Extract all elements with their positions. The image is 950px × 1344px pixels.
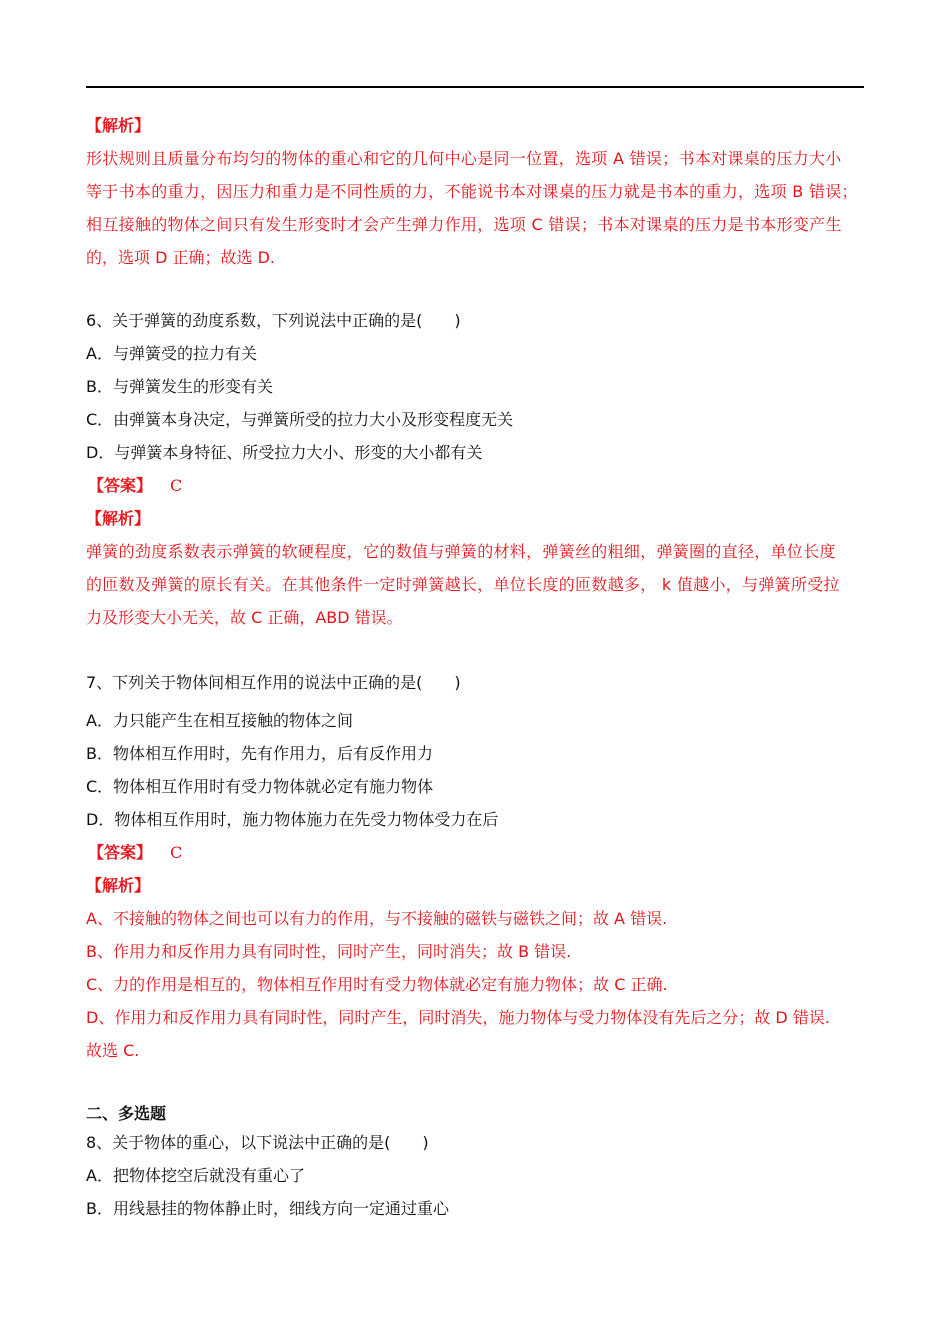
q7-option-c: C．物体相互作用时有受力物体就必定有施力物体 <box>86 777 434 796</box>
q7-answer-value: C <box>170 843 183 862</box>
q5-analysis-line: 等于书本的重力，因压力和重力是不同性质的力，不能说书本对课桌的压力就是书本的重力，选项 B 错误； <box>86 182 858 201</box>
q7-question: 7、下列关于物体间相互作用的说法中正确的是( ) <box>86 673 461 692</box>
header-rule <box>86 86 864 88</box>
q6-answer-label: 【答案】 <box>88 476 153 495</box>
q6-option-c: C．由弹簧本身决定，与弹簧所受的拉力大小及形变程度无关 <box>86 410 514 429</box>
section-title: 二、多选题 <box>86 1104 167 1123</box>
q6-analysis-line: 弹簧的劲度系数表示弹簧的软硬程度，它的数值与弹簧的材料，弹簧丝的粗细，弹簧圈的直径，单位长度 <box>86 542 836 561</box>
q7-answer-label: 【答案】 <box>88 843 153 862</box>
q6-option-a: A．与弹簧受的拉力有关 <box>86 344 257 363</box>
q7-option-a: A．力只能产生在相互接触的物体之间 <box>86 711 353 730</box>
q5-analysis-line: 相互接触的物体之间只有发生形变时才会产生弹力作用，选项 C 错误；书本对课桌的压力是书本形变产生 <box>86 215 842 234</box>
q7-analysis-line: D、作用力和反作用力具有同时性，同时产生，同时消失，施力物体与受力物体没有先后之分；故 D 错误. <box>86 1008 830 1027</box>
q7-analysis-label: 【解析】 <box>86 876 151 895</box>
q6-option-d: D．与弹簧本身特征、所受拉力大小、形变的大小都有关 <box>86 443 483 462</box>
q7-answer <box>88 843 182 863</box>
q7-option-b: B．物体相互作用时，先有作用力，后有反作用力 <box>86 744 433 763</box>
q8-option-a: A．把物体挖空后就没有重心了 <box>86 1166 305 1185</box>
q7-analysis-line: 故选 C. <box>86 1041 140 1060</box>
q7-analysis-line: A、不接触的物体之间也可以有力的作用，与不接触的磁铁与磁铁之间；故 A 错误. <box>86 909 668 928</box>
q5-analysis-line: 的，选项 D 正确；故选 D. <box>86 248 275 267</box>
q6-analysis-line: 的匝数及弹簧的原长有关。在其他条件一定时弹簧越长，单位长度的匝数越多， k 值越小，与弹簧所受拉 <box>86 575 840 594</box>
q7-analysis-line: B、作用力和反作用力具有同时性，同时产生，同时消失；故 B 错误. <box>86 942 572 961</box>
q5-analysis-label: 【解析】 <box>86 116 151 135</box>
q8-question: 8、关于物体的重心，以下说法中正确的是( ) <box>86 1133 429 1152</box>
q6-question: 6、关于弹簧的劲度系数，下列说法中正确的是( ) <box>86 311 461 330</box>
q7-option-d: D．物体相互作用时，施力物体施力在先受力物体受力在后 <box>86 810 499 829</box>
q6-option-b: B．与弹簧发生的形变有关 <box>86 377 273 396</box>
q6-answer-value: C <box>170 476 183 495</box>
q5-analysis-line: 形状规则且质量分布均匀的物体的重心和它的几何中心是同一位置，选项 A 错误；书本对课桌的压力大小 <box>86 149 842 168</box>
q8-option-b: B．用线悬挂的物体静止时，细线方向一定通过重心 <box>86 1199 449 1218</box>
q7-analysis-line: C、力的作用是相互的，物体相互作用时有受力物体就必定有施力物体；故 C 正确. <box>86 975 668 994</box>
q6-analysis-label: 【解析】 <box>86 509 151 528</box>
q6-analysis-line: 力及形变大小无关，故 C 正确，ABD 错误。 <box>86 608 403 627</box>
q6-answer <box>88 476 182 496</box>
